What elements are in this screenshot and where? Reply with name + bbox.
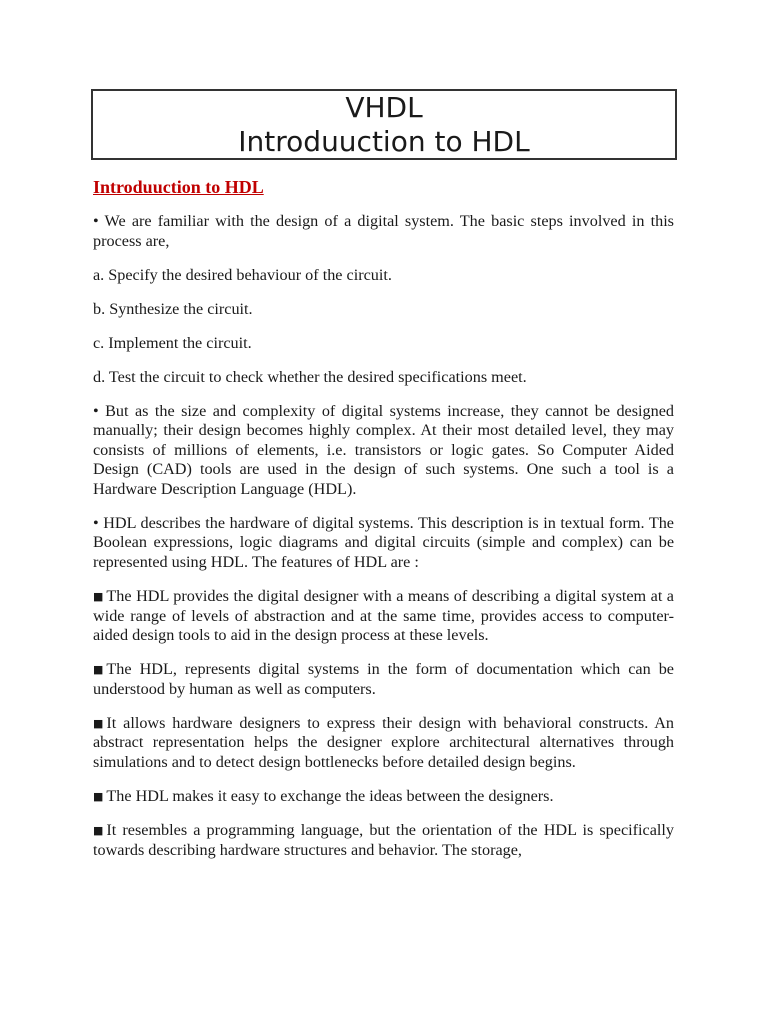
intro-paragraph: • We are familiar with the design of a digital system. The basic steps involved in this process are, [93, 212, 674, 250]
feature-item [93, 587, 674, 646]
feature-text: The HDL makes it easy to exchange the ideas between the designers. [106, 786, 554, 805]
feature-item [93, 821, 674, 860]
title-line-1: VHDL [345, 91, 423, 124]
hdl-description-paragraph: • HDL describes the hardware of digital systems. This description is in textual form. The Boolean expressions, logic diagrams and digital circuits (simple and complex) can be represented using HDL. The features of HDL are : [93, 513, 674, 572]
complexity-paragraph: • But as the size and complexity of digital systems increase, they cannot be designed manually; their design becomes highly complex. At their most detailed level, they may consists of millions of elements, i.e. transistors or logic gates. So Computer Aided Design (CAD) tools are used in the design of such systems. One such a tool is a Hardware Description Language (HDL). [93, 401, 674, 498]
square-bullet-icon: ■ [93, 716, 104, 730]
section-heading: Introduuction to HDL [93, 177, 264, 197]
feature-text: It allows hardware designers to express their design with behavioral constructs. An abstract representation helps the designer explore architectural alternatives through simulations and to detect design bottlenecks before detailed design begins. [93, 713, 674, 771]
square-bullet-icon: ■ [93, 789, 104, 803]
feature-text: The HDL, represents digital systems in the form of documentation which can be understood by human as well as computers. [93, 660, 674, 698]
document-body [93, 176, 674, 860]
feature-item [93, 660, 674, 699]
step-a: a. Specify the desired behaviour of the circuit. [93, 265, 392, 284]
feature-item [93, 714, 674, 773]
step-c: c. Implement the circuit. [93, 333, 252, 352]
feature-item [93, 787, 674, 807]
step-d: d. Test the circuit to check whether the desired specifications meet. [93, 367, 527, 386]
title-box [91, 89, 677, 160]
step-b: b. Synthesize the circuit. [93, 299, 253, 318]
square-bullet-icon: ■ [93, 590, 104, 604]
feature-text: It resembles a programming language, but the orientation of the HDL is specifically towards describing hardware structures and behavior. The storage, [93, 820, 674, 859]
feature-text: The HDL provides the digital designer with a means of describing a digital system at a wide range of levels of abstraction and at the same time, provides access to computer-aided design tools to aid in the design process at these levels. [93, 587, 674, 645]
square-bullet-icon: ■ [93, 823, 104, 837]
title-line-2: Introduuction to HDL [238, 125, 530, 158]
square-bullet-icon: ■ [93, 663, 104, 677]
